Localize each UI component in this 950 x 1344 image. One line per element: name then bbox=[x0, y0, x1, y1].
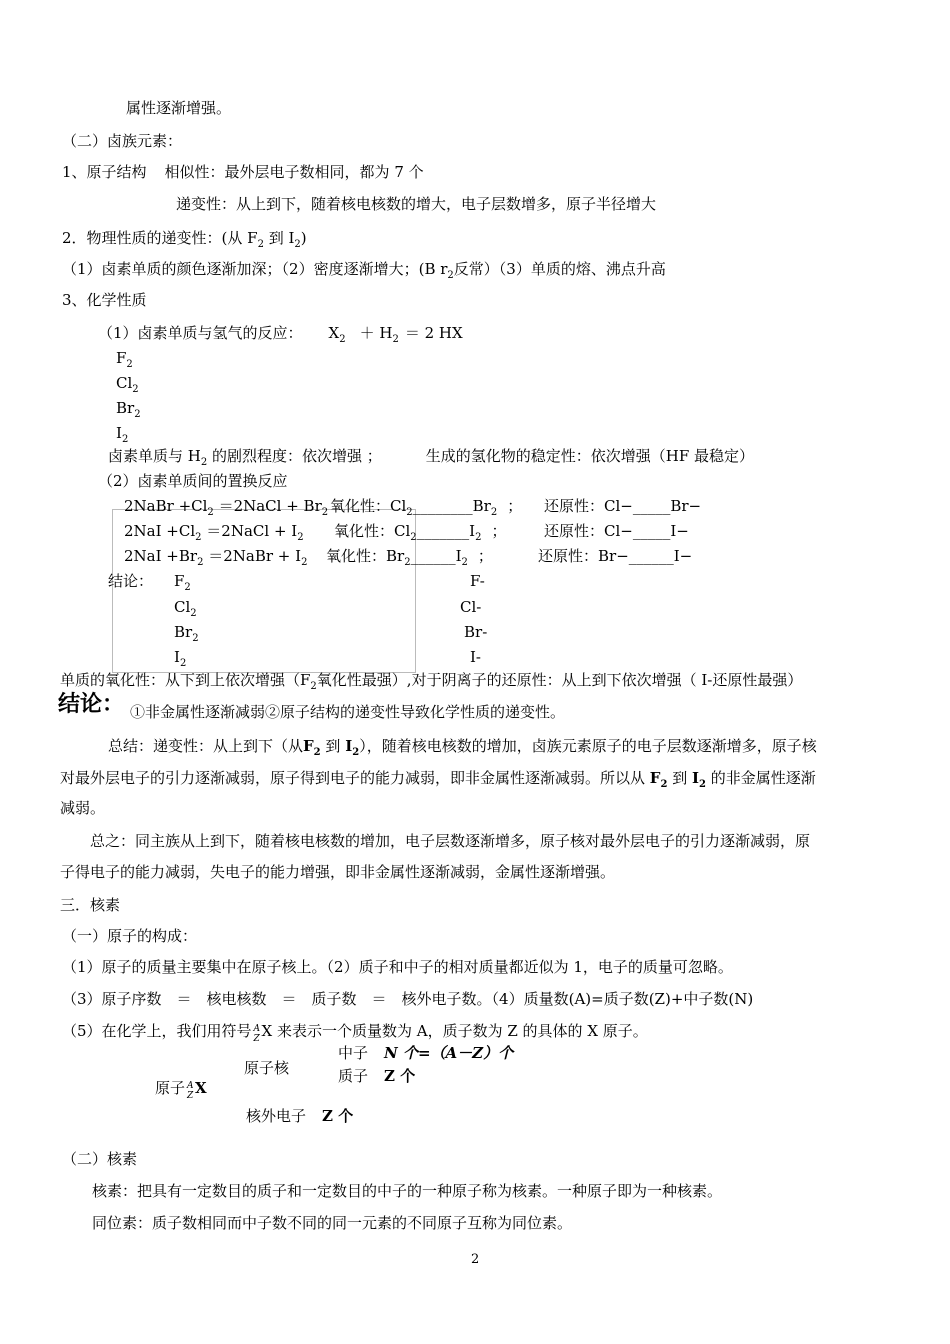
text-line: （2）卤素单质间的置换反应 bbox=[98, 472, 288, 490]
text-line: （1）原子的质量主要集中在原子核上。（2）质子和中子的相对质量都近似为 1，电子的质量可忽略。 bbox=[62, 958, 733, 976]
conc-f2: $F_2$ bbox=[174, 572, 191, 593]
text-line: （3）原子序数 ＝ 核电核数 ＝ 质子数 ＝ 核外电子数。（4）质量数(A)=质子数(Z)+中子数(N) bbox=[62, 990, 754, 1008]
summary-line-1: 总结：递变性：从上到下（从$F_2$ 到 $I_2$），随着核电核数的增加，卤族元素原子的电子层数逐渐增多，原子核 bbox=[108, 737, 817, 758]
anion-i: I- bbox=[470, 648, 481, 666]
oxidation-1: 氧化性：$Cl_2\_\_\_\_\_\_\_\_Br_2$ ； bbox=[330, 497, 523, 518]
reaction-line: （1）卤素单质与氢气的反应： $X_2 + H_2 = 2$ HX bbox=[98, 324, 463, 345]
text-line: 属性逐渐增强。 bbox=[126, 99, 232, 117]
section-heading: （二）卤族元素： bbox=[62, 132, 183, 150]
anion-f: F- bbox=[470, 572, 485, 590]
halogen-br2: $Br_2$ bbox=[116, 399, 141, 420]
text-line: 1、原子结构 相似性：最外层电子数相同，都为 7 个 bbox=[62, 163, 424, 181]
text-line: 卤素单质与 $H_2$ 的剧烈程度：依次增强 ； 生成的氢化物的稳定性：依次增强（HF 最稳定） bbox=[108, 447, 755, 468]
proton-row: 质子 Z 个 bbox=[338, 1067, 416, 1085]
summary2-line-1: 总之：同主族从上到下，随着核电核数的增加，电子层数逐渐增多，原子核对最外层电子的引力逐渐减弱，原 bbox=[90, 832, 811, 850]
anion-br: Br- bbox=[464, 623, 488, 641]
halogen-f2: $F_2$ bbox=[116, 349, 133, 370]
reduction-2: 还原性：Cl−_____I− bbox=[544, 522, 689, 540]
definition-nuclide: 核素：把具有一定数目的质子和一定数目的中子的一种原子称为核素。一种原子即为一种核素。 bbox=[92, 1182, 723, 1200]
conclusion-label: 结论： bbox=[108, 572, 154, 590]
reduction-3: 还原性：Br−______I− bbox=[538, 547, 693, 565]
section-heading: 3、化学性质 bbox=[62, 291, 147, 309]
reduction-1: 还原性：Cl−_____Br− bbox=[544, 497, 702, 515]
reaction-1: 2NaBr $+Cl_2$ ＝2NaCl + $Br_2$ bbox=[124, 497, 329, 518]
page-number: 2 bbox=[471, 1252, 480, 1267]
halogen-cl2: $Cl_2$ bbox=[116, 374, 139, 395]
neutron-row: 中子 N 个=（A－Z）个 bbox=[338, 1044, 514, 1062]
oxidation-3: 氧化性：$Br_2\_\_\_\_\_\_I_2$ ； bbox=[326, 547, 493, 568]
text-line: 单质的氧化性：从下到上依次增强（$F_2$氧化性最强）,对于阴离子的还原性：从上到下依次增强（ I-还原性最强） bbox=[60, 671, 803, 692]
section-heading: （二）核素 bbox=[62, 1150, 138, 1168]
conc-i2: $I_2$ bbox=[174, 648, 187, 669]
reaction-3: $2NaI +Br_2$ ＝2NaBr + $I_2$ bbox=[124, 547, 308, 568]
section-heading: （一）原子的构成： bbox=[62, 927, 198, 945]
text-line: 2．物理性质的递变性：(从 $F_2$ 到 $I_2$) bbox=[62, 229, 307, 250]
definition-isotope: 同位素：质子数相同而中子数不同的同一元素的不同原子互称为同位素。 bbox=[92, 1214, 573, 1232]
conclusion-heading: 结论： bbox=[58, 692, 125, 717]
summary-line-3: 减弱。 bbox=[60, 799, 106, 817]
atom-label: 原子 A Z X bbox=[155, 1079, 207, 1101]
halogen-i2: $I_2$ bbox=[116, 424, 129, 445]
nucleus-label: 原子核 bbox=[244, 1059, 290, 1077]
conc-cl2: $Cl_2$ bbox=[174, 598, 197, 619]
text-line: 递变性：从上到下，随着核电核数的增大，电子层数增多，原子半径增大 bbox=[176, 195, 657, 213]
electron-row: 核外电子 Z 个 bbox=[246, 1107, 354, 1125]
section-heading: 三．核素 bbox=[60, 896, 121, 914]
text-line: ①非金属性逐渐减弱②原子结构的递变性导致化学性质的递变性。 bbox=[130, 703, 566, 721]
reaction-2: $2NaI +Cl_2$ ＝2NaCl + $I_2$ bbox=[124, 522, 304, 543]
summary2-line-2: 子得电子的能力减弱，失电子的能力增强，即非金属性逐渐减弱，金属性逐渐增强。 bbox=[60, 863, 616, 881]
oxidation-2: 氧化性：$Cl_2\_\_\_\_\_\_\_I_2$ ； bbox=[334, 522, 507, 543]
text-line: （5）在化学上，我们用符号 A Z X 来表示一个质量数为 A，质子数为 Z 的具体的 X 原子。 bbox=[62, 1022, 648, 1044]
conc-br2: $Br_2$ bbox=[174, 623, 199, 644]
summary-line-2: 对最外层电子的引力逐渐减弱，原子得到电子的能力减弱，即非金属性逐渐减弱。所以从 $F_2$ 到 $I_2$ 的非金属性逐渐 bbox=[60, 769, 816, 790]
anion-cl: Cl- bbox=[460, 598, 482, 616]
text-line: （1）卤素单质的颜色逐渐加深；（2）密度逐渐增大；(B $r_2$反常）（3）单质的熔、沸点升高 bbox=[62, 260, 666, 281]
